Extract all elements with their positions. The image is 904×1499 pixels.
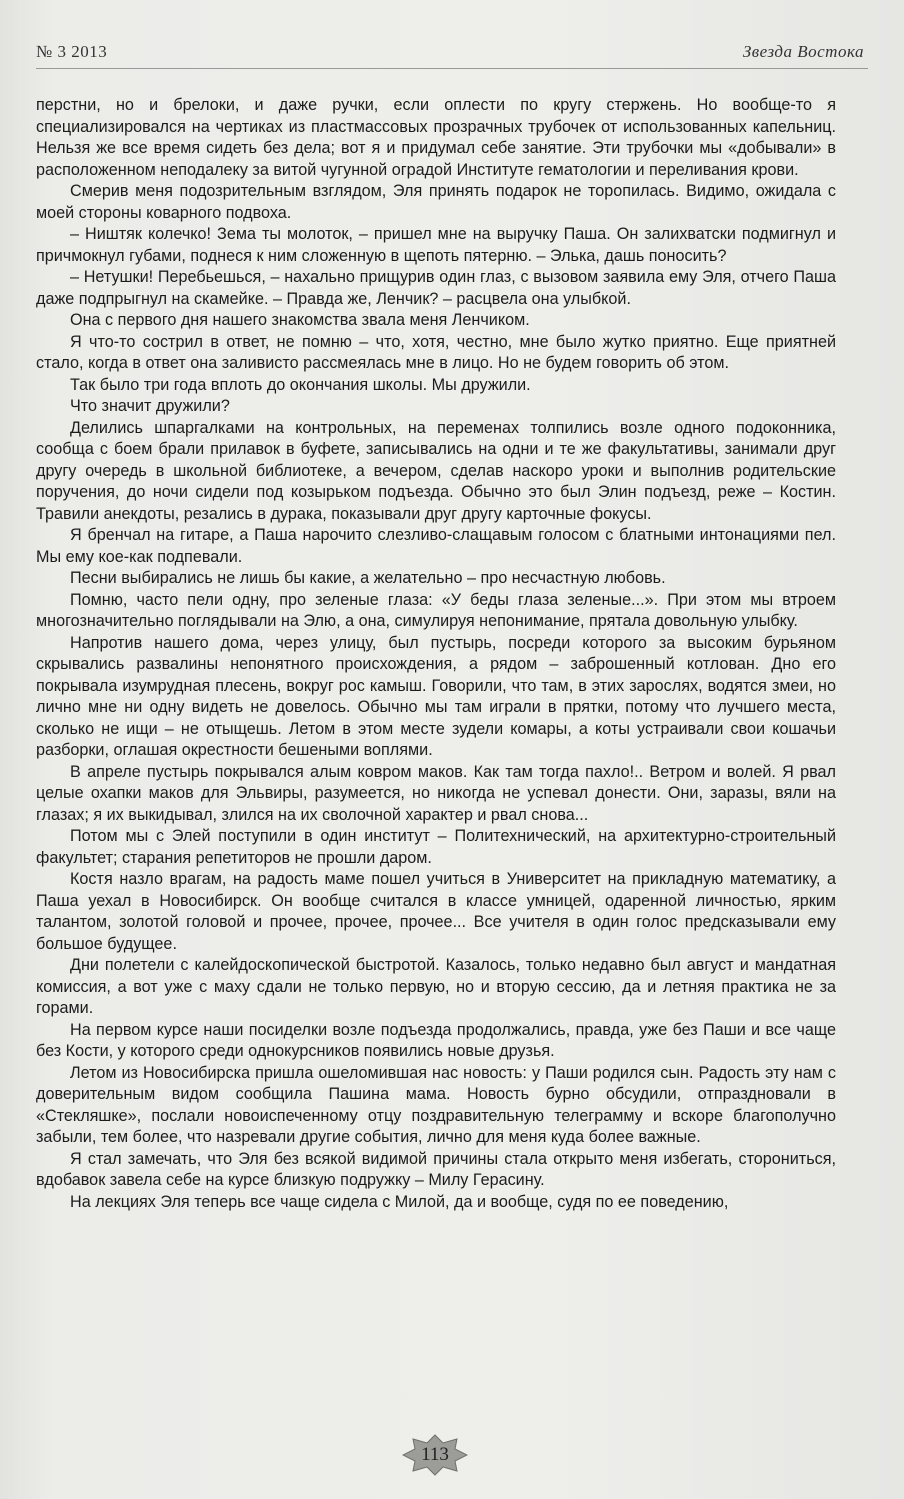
paragraph: Напротив нашего дома, через улицу, был пустырь, посреди которого за высоким бурьяном скрывались развалины непонятного происхождения, а рядом – заброшенный котлован. Дно его покрывала изумрудная плесень, вокруг рос камыш. Говорили, что там, в этих зарослях, водятся змеи, но лично мне ни одну видеть не довелось. Обычно мы там играли в прятки, потому что лучшего места, сколько не ищи – не отыщешь. Летом в этом месте зудели комары, а коты устраивали свои кошачьи разборки, оглашая окрестности бешеными воплями. [36, 633, 836, 759]
paragraph: Я что-то сострил в ответ, не помню – что, хотя, честно, мне было жутко приятно. Еще приятней стало, когда в ответ она заливисто рассмеялась мне в лицо. Но не будем говорить об этом. [36, 332, 836, 372]
paragraph: Дни полетели с калейдоскопической быстротой. Казалось, только недавно был август и мандатная комиссия, а вот уже с маху сдали не только первую, но и вторую сессию, да и летняя практика не за горами. [36, 956, 836, 1017]
paragraph: Летом из Новосибирска пришла ошеломившая нас новость: у Паши родился сын. Радость эту нам с доверительным видом сообщила Пашина мама. Новость бурно обсудили, отпраздновали в «Стекляшке», послали новоиспеченному отцу поздравительную телеграмму и вскоре благополучно забыли, тем более, что назревали другие события, лично для меня куда более важные. [36, 1063, 836, 1146]
page-number-badge [402, 1434, 468, 1476]
paragraph: Песни выбирались не лишь бы какие, а желательно – про несчастную любовь. [70, 569, 666, 587]
paragraph: На лекциях Эля теперь все чаще сидела с Милой, да и вообще, судя по ее поведению, [70, 1192, 729, 1211]
paragraph: – Нетушки! Перебьешься, – нахально прищурив один глаз, с вызовом заявила ему Эля, отчего Паша даже подпрыгнул на скамейке. – Правда же, Ленчик? – расцвела она улыбкой. [36, 268, 836, 308]
paragraph: – Ништяк колечко! Зема ты молоток, – пришел мне на выручку Паша. Он залихватски подмигнул и причмокнул губами, поднеся к ним сложенную в щепоть пятерню. – Элька, дашь поносить? [36, 225, 836, 265]
page-number: 113 [421, 1444, 449, 1465]
paragraph: Костя назло врагам, на радость маме пошел учиться в Университет на прикладную математику, а Паша уехал в Новосибирск. Он вообще считался в классе умницей, одаренной личностью, ярким талантом, золотой головой и прочее, прочее, прочее... Все учителя в один голос предсказывали ему большое будущее. [36, 870, 836, 953]
paragraph: Смерив меня подозрительным взглядом, Эля принять подарок не торопилась. Видимо, ожидала с моей стороны коварного подвоха. [36, 182, 836, 222]
paragraph: Я бренчал на гитаре, а Паша нарочито слезливо-слащавым голосом с блатными интонациями пел. Мы ему кое-как подпевали. [36, 526, 836, 566]
running-header [36, 38, 864, 68]
paragraph: Она с первого дня нашего знакомства звала меня Ленчиком. [70, 311, 530, 329]
paragraph: В апреле пустырь покрывался алым ковром маков. Как там тогда пахло!.. Ветром и волей. Я рвал целые охапки маков для Эльвиры, разумеется, но никогда не успевал донести. Они, заразы, вяли на глазах; я их выкидывал, злился на их сволочной характер и рвал снова... [36, 762, 836, 824]
paragraph: Делились шпаргалками на контрольных, на переменах толпились возле одного подоконника, сообща с боем брали прилавок в буфете, записывались на одни и те же факультативы, занимали друг другу очередь в школьной библиотеке, а вечером, сделав наскоро уроки и выполнив родительские поручения, до ночи сидели под козырьком подъезда. Обычно это был Элин подъезд, реже – Костин. Травили анекдоты, резались в дурака, показывали друг другу карточные фокусы. [36, 418, 836, 523]
paragraph: Помню, часто пели одну, про зеленые глаза: «У беды глаза зеленые...». При этом мы втроем многозначительно поглядывали на Элю, а она, симулируя непонимание, прятала довольную улыбку. [36, 590, 836, 630]
paragraph: Я стал замечать, что Эля без всякой видимой причины стала открыто меня избегать, сторониться, вдобавок завела себе на курсе близкую подружку – Милу Герасину. [36, 1149, 836, 1189]
paragraph: перстни, но и брелоки, и даже ручки, если оплести по кругу стержень. Но вообще-то я специализировался на чертиках из пластмассовых прозрачных трубочек от использованных капельниц. Нельзя же все время сидеть без дела; вот я и придумал себе занятие. Эти трубочки мы «добывали» в расположенном неподалеку за витой чугунной оградой Институте гематологии и переливания крови. [36, 96, 836, 179]
header-rule [36, 68, 868, 69]
magazine-title: Звезда Востока [742, 42, 864, 61]
issue-number: № 3 2013 [36, 42, 108, 61]
paragraph: На первом курсе наши посиделки возле подъезда продолжались, правда, уже без Паши и все чаще без Кости, у которого среди однокурсников появились новые друзья. [36, 1020, 836, 1060]
body-text [36, 95, 836, 1213]
paragraph: Так было три года вплоть до окончания школы. Мы дружили. [70, 375, 531, 394]
paragraph: Что значит дружили? [70, 397, 230, 415]
paragraph: Потом мы с Элей поступили в один институт – Политехнический, на архитектурно-строительный факультет; старания репетиторов не прошли даром. [36, 827, 836, 867]
